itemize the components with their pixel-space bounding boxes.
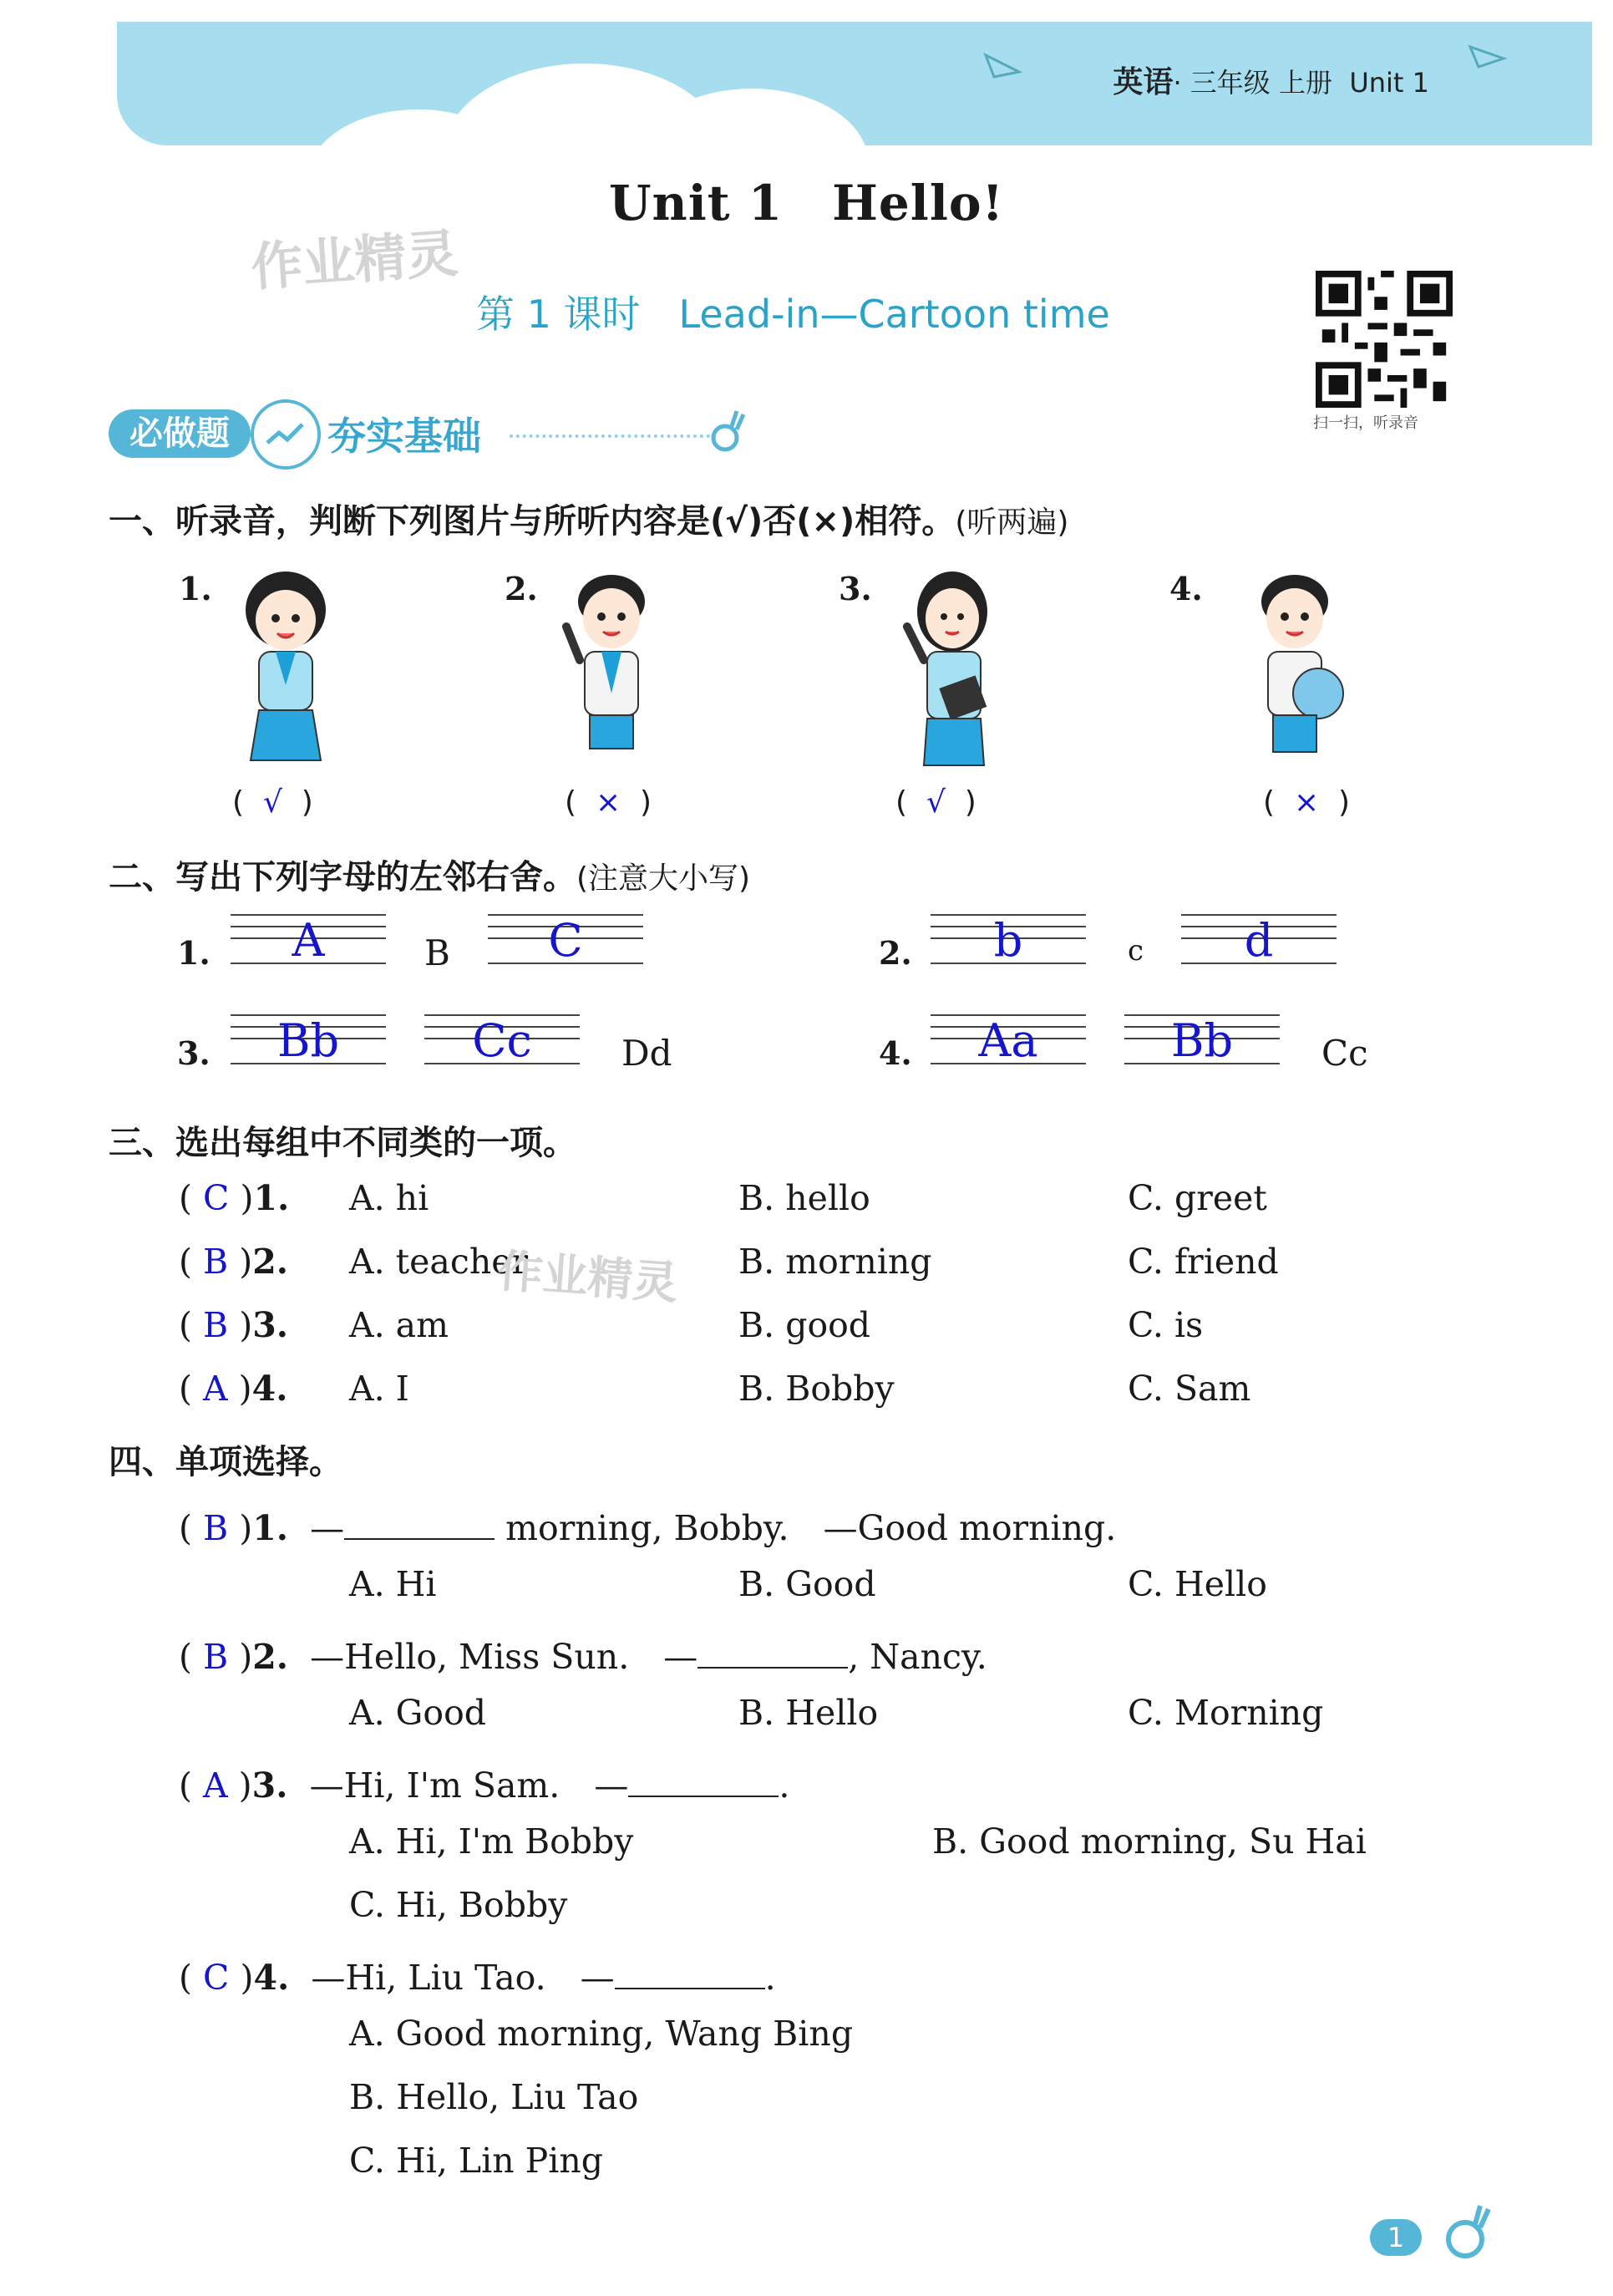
header-subject: 英语: [1113, 65, 1174, 99]
s3-option: B. good: [738, 1305, 871, 1345]
header-unit: Unit 1: [1349, 67, 1429, 99]
s3-question: ( B )2.: [179, 1242, 289, 1282]
s4-question-1: ( B )1. — morning, Bobby. —Good morning.: [179, 1508, 1117, 1548]
s1-answer-3: ( √ ): [895, 785, 976, 820]
s2-blank[interactable]: d: [1181, 911, 1337, 969]
s4-option: A. Hi, I'm Bobby: [349, 1821, 634, 1862]
header-sep: ·: [1173, 67, 1182, 99]
s3-option: C. greet: [1128, 1178, 1267, 1218]
boy-with-ball-picture: [1243, 568, 1352, 769]
teacher-waving-picture: [894, 568, 1002, 769]
section1-note: (听两遍): [955, 505, 1069, 540]
s4-option: B. Hello: [738, 1693, 879, 1733]
s4-question-2: ( B )2. —Hello, Miss Sun. — , Nancy.: [179, 1637, 987, 1677]
s1-answer-1: ( √ ): [232, 785, 313, 820]
s4-option: C. Hi, Bobby: [349, 1885, 568, 1925]
s3-option: A. I: [349, 1369, 409, 1409]
s3-option: A. hi: [349, 1178, 429, 1218]
s4-option: B. Good morning, Su Hai: [932, 1821, 1367, 1862]
s2-item-num: 3.: [177, 1034, 211, 1072]
section1-title: 一、听录音，判断下列图片与所听内容是(√)否(×)相符。: [109, 502, 956, 541]
watermark: 作业精灵: [495, 1244, 680, 1310]
watermark: 作业精灵: [249, 222, 460, 298]
header-term: 上册: [1278, 67, 1332, 99]
girl-waving-picture: [234, 568, 342, 769]
banner-text: 夯实基础: [327, 414, 481, 459]
s4-question-4: ( C )4. —Hi, Liu Tao. — .: [179, 1958, 776, 1998]
s1-answer-4: ( × ): [1263, 785, 1351, 820]
s2-given-letter: B: [424, 932, 450, 973]
s4-option: B. Good: [738, 1564, 876, 1604]
ok-hand-icon: [1443, 2202, 1494, 2261]
s1-answer-2: ( × ): [565, 785, 652, 820]
s4-option: C. Hello: [1128, 1564, 1267, 1604]
s3-option: A. am: [349, 1305, 449, 1345]
s2-blank[interactable]: A: [231, 911, 386, 969]
lesson-title: 第 1 课时 Lead-in—Cartoon time: [476, 292, 1110, 337]
s4-option: B. Hello, Liu Tao: [349, 2077, 639, 2117]
s2-given-letter: Cc: [1321, 1033, 1368, 1074]
section2-title: 二、写出下列字母的左邻右舍。: [109, 858, 576, 897]
s4-question-3: ( A )3. —Hi, I'm Sam. — .: [179, 1765, 790, 1806]
dotted-divider: [510, 434, 710, 438]
s3-option: B. hello: [738, 1178, 870, 1218]
section3-heading: 三、选出每组中不同类的一项。: [109, 1124, 576, 1162]
s3-option: B. Bobby: [738, 1369, 895, 1409]
s4-option: A. Good morning, Wang Bing: [349, 2014, 854, 2054]
s3-option: A. teacher: [349, 1242, 529, 1282]
s1-item-num: 2.: [505, 570, 538, 607]
s2-item-num: 1.: [177, 934, 211, 972]
s2-blank[interactable]: b: [931, 911, 1086, 969]
s1-item-num: 1.: [179, 570, 212, 607]
chart-icon: [251, 399, 321, 470]
s4-option: A. Hi: [349, 1564, 437, 1604]
qr-code-icon[interactable]: [1316, 271, 1453, 408]
s2-blank[interactable]: Aa: [931, 1011, 1086, 1069]
header-grade: 三年级: [1189, 67, 1271, 99]
s2-item-num: 4.: [879, 1034, 912, 1072]
s2-blank[interactable]: Bb: [1124, 1011, 1280, 1069]
s3-option: C. friend: [1128, 1242, 1279, 1282]
s3-option: C. Sam: [1128, 1369, 1251, 1409]
section1-heading: [109, 495, 1068, 542]
s3-question: ( C )1.: [179, 1178, 290, 1218]
s1-item-num: 4.: [1169, 570, 1203, 607]
boy-waving-picture: [555, 568, 663, 769]
s2-blank[interactable]: Cc: [424, 1011, 580, 1069]
section2-note: (注意大小写): [576, 861, 751, 896]
page-number: 1: [1370, 2219, 1422, 2256]
s1-item-num: 3.: [839, 570, 872, 607]
s2-given-letter: Dd: [621, 1033, 672, 1074]
header-subject-line: [1113, 58, 1429, 101]
s2-blank[interactable]: Bb: [231, 1011, 386, 1069]
section4-heading: 四、单项选择。: [109, 1443, 342, 1481]
s4-option: C. Morning: [1128, 1693, 1324, 1733]
s3-question: ( B )3.: [179, 1305, 289, 1345]
qr-caption: 扫一扫，听录音: [1313, 414, 1418, 432]
s2-item-num: 2.: [879, 934, 912, 972]
section2-heading: [109, 851, 750, 898]
s4-option: A. Good: [349, 1693, 487, 1733]
s3-question: ( A )4.: [179, 1369, 288, 1409]
s2-given-letter: c: [1128, 934, 1144, 968]
s3-option: B. morning: [738, 1242, 932, 1282]
s3-option: C. is: [1128, 1305, 1204, 1345]
page-title: Unit 1 Hello!: [608, 175, 1005, 231]
required-tag: 必做题: [109, 409, 251, 458]
s2-blank[interactable]: C: [488, 911, 643, 969]
ok-hand-icon: [710, 408, 747, 455]
s4-option: C. Hi, Lin Ping: [349, 2141, 604, 2181]
